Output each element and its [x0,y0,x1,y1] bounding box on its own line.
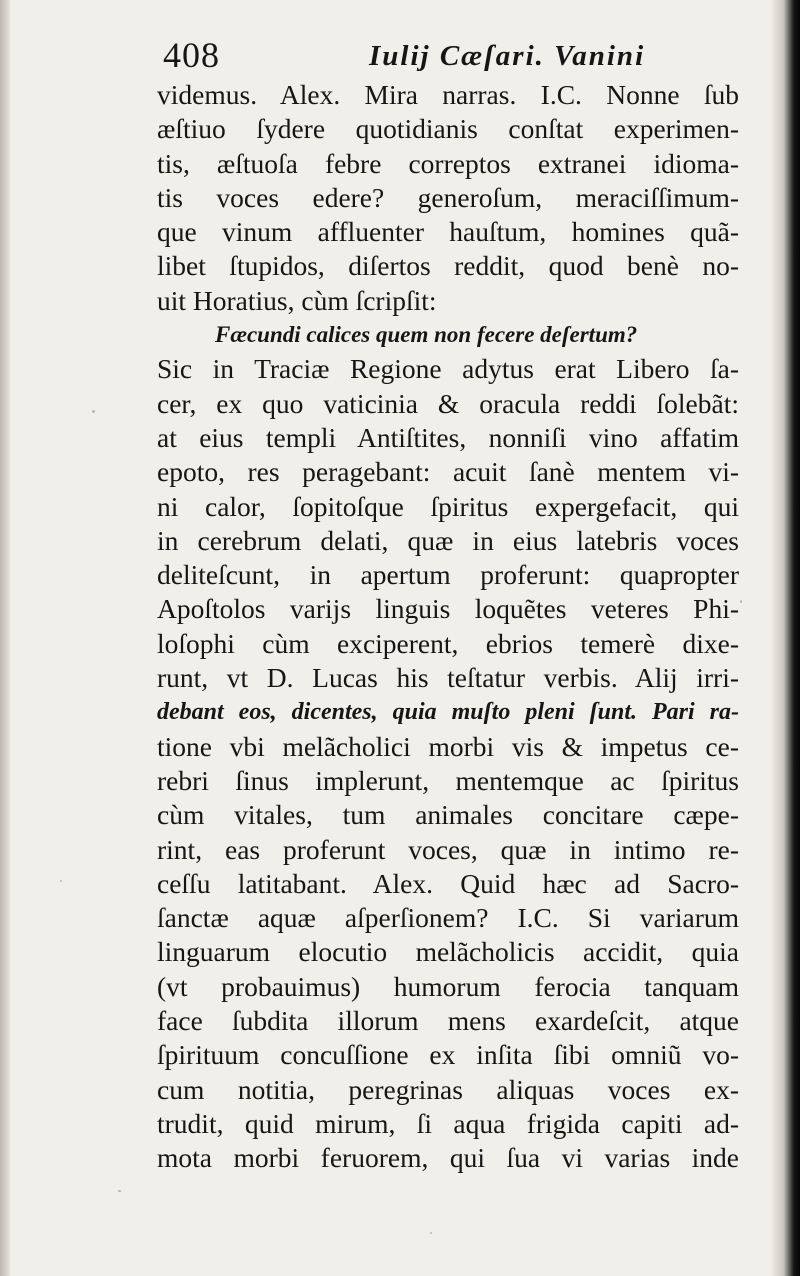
text-line: rebri ſinus implerunt, mentemque ac ſpiritus [157,764,739,796]
running-head: Iulij Cæſari. Vanini [369,40,646,72]
text-line: cum notitia, peregrinas aliquas voces ex- [157,1073,739,1105]
paper-speck [118,1190,121,1192]
text-line: ſanctæ aquæ aſperſionem? I.C. Si variarum [157,902,739,934]
text-line: face ſubdita illorum mens exardeſcit, atque [157,1005,739,1037]
text-line: uit Horatius, cùm ſcripſit: [157,284,437,316]
text-line-italic: debant eos, dicentes, quia muſto pleni ſunt. Pari ra- [157,699,739,726]
text-line: mota morbi feruorem, qui ſua vi varias inde [157,1142,739,1174]
text-line: æſtiuo ſydere quotidianis conſtat experimen- [157,113,739,145]
text-line: runt, vt D. Lucas his teſtatur verbis. Alij irri- [157,662,739,694]
text-line: cer, ex quo vaticinia & oracula reddi ſolebãt: [157,387,739,419]
paper-speck [430,1232,432,1234]
text-line: trudit, quid mirum, ſi aqua frigida capiti ad- [157,1107,739,1139]
verse-quotation: Fæcundi calices quem non fecere deſertum? [215,322,638,348]
text-line: in cerebrum delati, quæ in eius latebris voces [157,524,739,556]
paper-speck [92,410,95,413]
text-line: Apoſtolos varijs linguis loquẽtes veteres Phi- [157,593,739,625]
page-edge-shadow [770,0,800,1276]
text-line: epoto, res peragebant: acuit ſanè mentem vi- [157,456,739,488]
text-line: tione vbi melãcholici morbi vis & impetus ce- [157,730,739,762]
text-line: loſophi cùm exciperent, ebrios temerè dixe- [157,627,739,659]
text-line: (vt probauimus) humorum ferocia tanquam [157,970,739,1002]
page-header [163,30,753,80]
text-line: ceſſu latitabant. Alex. Quid hæc ad Sacro- [157,867,739,899]
binding-edge [0,0,10,1276]
text-line: rint, eas proferunt voces, quæ in intimo re- [157,833,739,865]
text-line: ni calor, ſopitoſque ſpiritus expergefacit, qui [157,490,739,522]
page-number: 408 [163,35,220,75]
text-line: deliteſcunt, in apertum proferunt: quapropter [157,559,739,591]
text-line: ſpirituum concuſſione ex inſita ſibi omniũ vo- [157,1039,739,1071]
paper-speck [60,880,62,882]
text-line: cùm vitales, tum animales concitare cæpe- [157,799,739,831]
text-line: Sic in Traciæ Regione adytus erat Libero ſa- [157,353,739,385]
text-line: tis, æſtuoſa febre correptos extranei idioma- [157,147,739,179]
text-line: linguarum elocutio melãcholicis accidit, quia [157,936,739,968]
text-line: tis voces edere? generoſum, meraciſſimum- [157,181,739,213]
body-text [157,78,739,1176]
text-line: que vinum affluenter hauſtum, homines quã- [157,216,739,248]
paper-speck [740,600,742,603]
text-line: at eius templi Antiſtites, nonniſi vino affatim [157,421,739,453]
text-line: libet ſtupidos, diſertos reddit, quod benè no- [157,250,739,282]
text-line: videmus. Alex. Mira narras. I.C. Nonne ſub [157,79,739,110]
